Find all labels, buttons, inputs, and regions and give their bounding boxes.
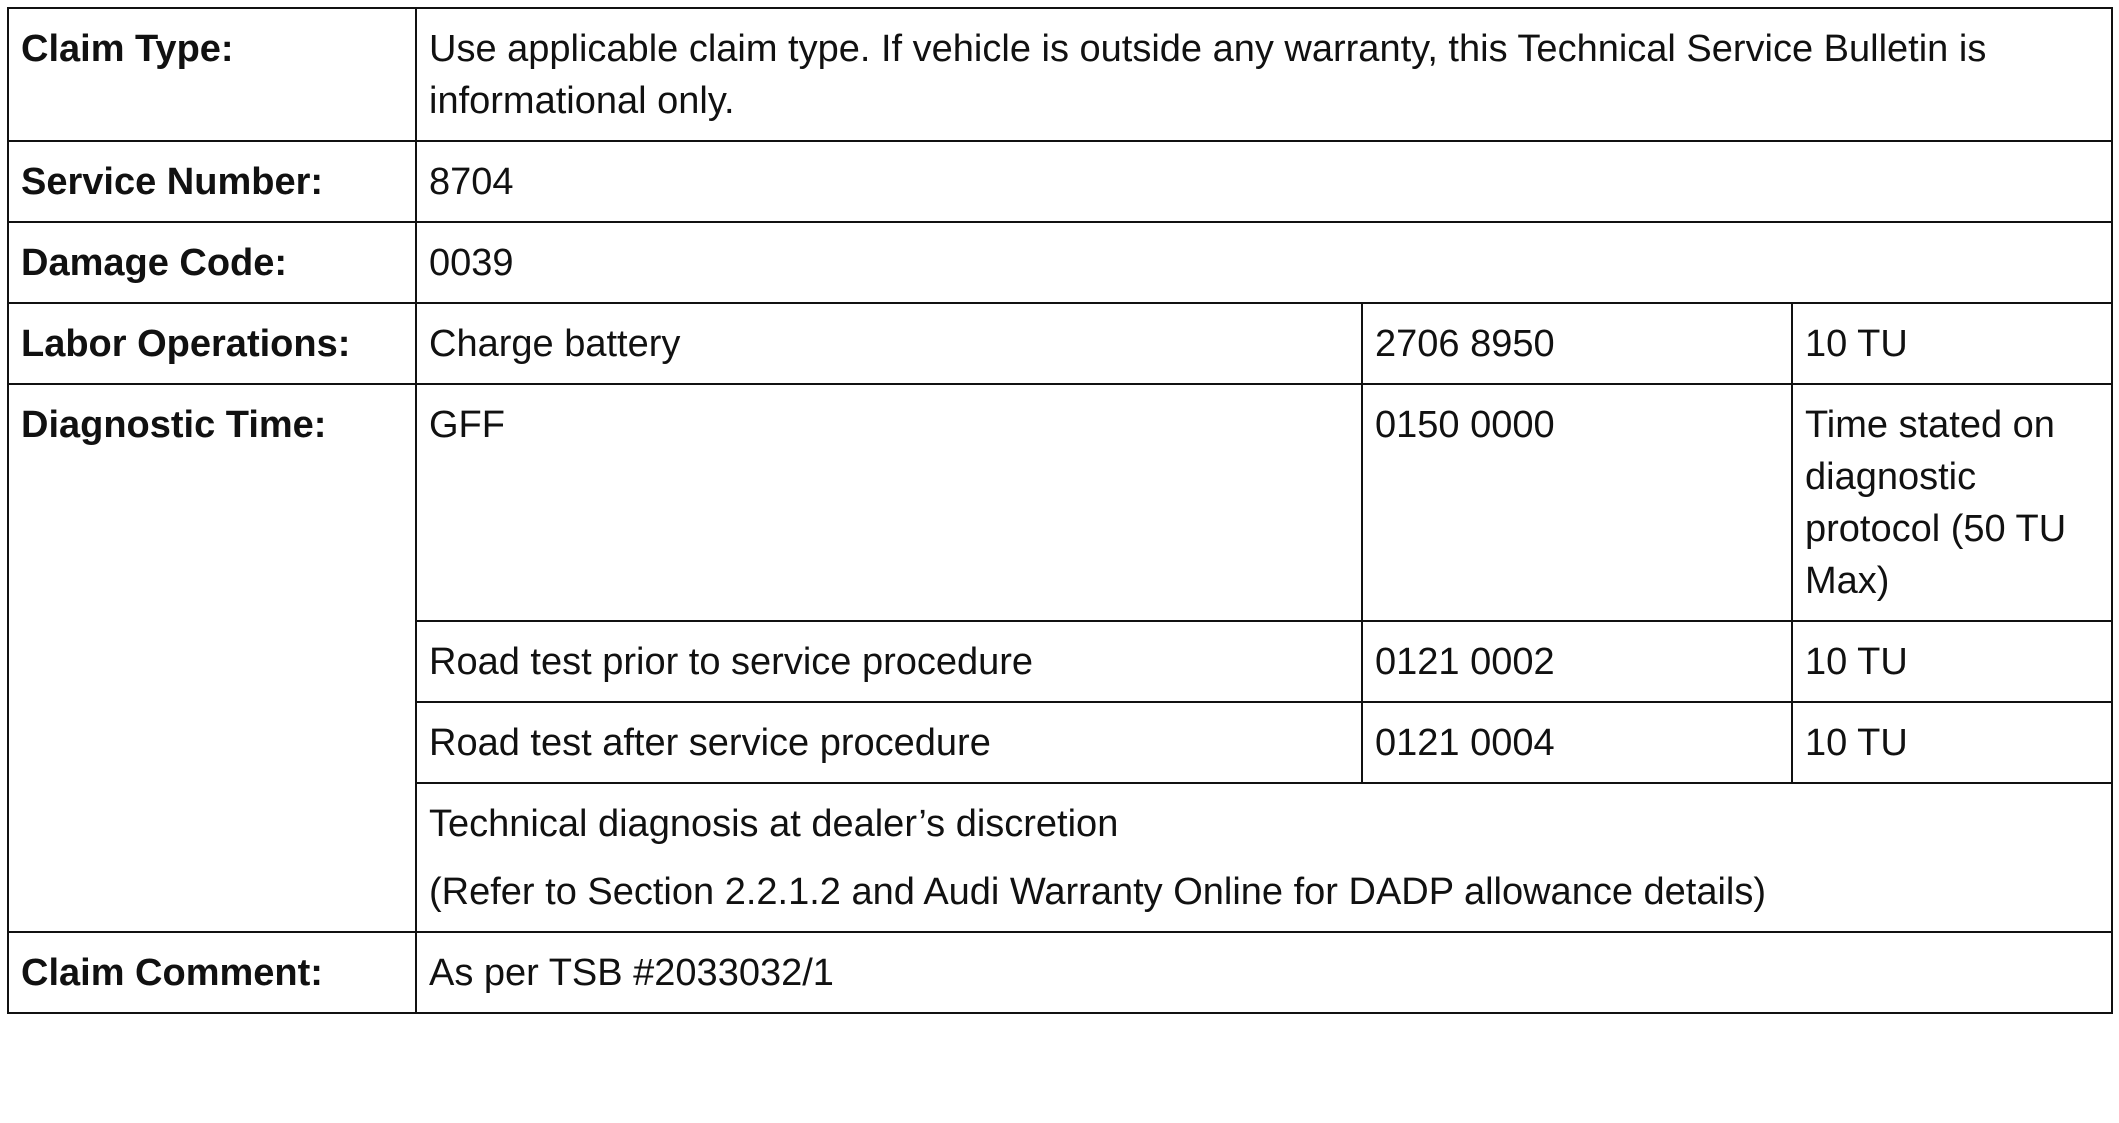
service-number-label: Service Number: — [8, 141, 416, 222]
claim-type-row — [8, 8, 2112, 141]
labor-operation-time: 10 TU — [1792, 303, 2112, 384]
claim-comment-value: As per TSB #2033032/1 — [416, 932, 2112, 1013]
claim-comment-label: Claim Comment: — [8, 932, 416, 1013]
claim-type-value: Use applicable claim type. If vehicle is outside any warranty, this Technical Service Bulletin is informational only. — [416, 8, 2112, 141]
claim-comment-row — [8, 932, 2112, 1013]
diagnostic-note-reference: (Refer to Section 2.2.1.2 and Audi Warranty Online for DADP allowance details) — [429, 871, 1767, 913]
diagnostic-time-row — [8, 384, 2112, 621]
damage-code-row — [8, 222, 2112, 303]
diagnostic-item-description: Road test prior to service procedure — [416, 621, 1362, 702]
service-number-row — [8, 141, 2112, 222]
diagnostic-item-time: 10 TU — [1792, 702, 2112, 783]
labor-operations-label: Labor Operations: — [8, 303, 416, 384]
diagnostic-item-time: Time stated on diagnostic protocol (50 TU Max) — [1792, 384, 2112, 621]
labor-operation-description: Charge battery — [416, 303, 1362, 384]
service-number-value: 8704 — [416, 141, 2112, 222]
diagnostic-item-time: 10 TU — [1792, 621, 2112, 702]
labor-operation-code: 2706 8950 — [1362, 303, 1792, 384]
claim-type-label: Claim Type: — [8, 8, 416, 141]
damage-code-label: Damage Code: — [8, 222, 416, 303]
labor-operations-row — [8, 303, 2112, 384]
warranty-claim-table — [7, 7, 2113, 1014]
diagnostic-item-description: Road test after service procedure — [416, 702, 1362, 783]
diagnostic-item-code: 0150 0000 — [1362, 384, 1792, 621]
damage-code-value: 0039 — [416, 222, 2112, 303]
diagnostic-item-description: GFF — [416, 384, 1362, 621]
diagnostic-item-code: 0121 0002 — [1362, 621, 1792, 702]
diagnostic-note-line: Technical diagnosis at dealer’s discretion — [429, 803, 1119, 845]
diagnostic-time-label: Diagnostic Time: — [8, 384, 416, 932]
diagnostic-item-code: 0121 0004 — [1362, 702, 1792, 783]
diagnostic-note — [416, 783, 2112, 932]
